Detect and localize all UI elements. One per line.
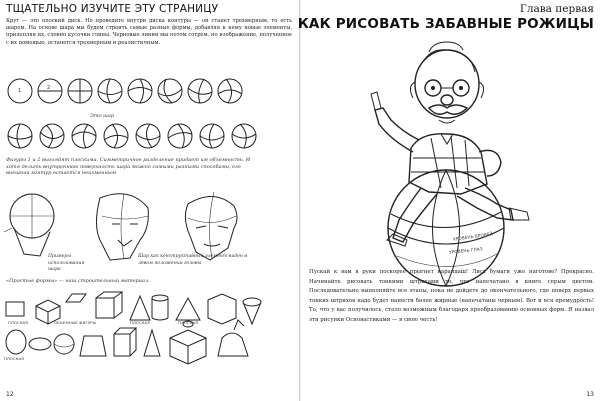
caption-structural: Шар как конструктивный элемент виден в левом положении головы	[138, 254, 248, 266]
chapter-label: Глава первая	[519, 3, 594, 15]
label-flat-4: ПЛОСКАЯ	[4, 356, 24, 361]
left-page-intro-text: Круг — это плоский диск. Но проведите внутри диска контуры — он станет трехмерным, то есть шаром. На основе шара мы будем строить самые разные формы, добавляя к нему новые элементы, прилепляя их, словно кусочки глины. Черновые линии мы потом сотрем, но изображение, полученное с их помощью, останется трехмерным и реалистичным.	[6, 18, 292, 46]
label-volume: ОБЪЕМНЫЕ ФИГУРЫ	[54, 320, 97, 325]
circle-label-1: 1	[18, 88, 22, 94]
chapter-title: КАК РИСОВАТЬ ЗАБАВНЫЕ РОЖИЦЫ	[297, 16, 594, 32]
label-flat-3: ПЛОСКАЯ	[178, 320, 198, 325]
simple-shapes-illustration	[0, 290, 300, 380]
left-page	[0, 0, 299, 401]
left-page-title: ТЩАТЕЛЬНО ИЗУЧИТЕ ЭТУ СТРАНИЦУ	[6, 3, 219, 15]
right-page-body-text: Пускай к вам в руки поскорее прыгнет карандаш! Лист бумаги уже наготове? Прекрасно. Начинайте рисовать тонкими штрихами то, что напечатано в книге серым цветом. Последовательно выполняйте все этапы, пока не дойдете до окончательного, где поверх первых тонких штрихов надо будет нанести более жирные (напечатаны черным). Вот и вся премудрость! То, что у вас получилось, стало возможным благодаря преобразованию основных форм. Я назвал эти рисунки Основастиками — в свою честь!	[309, 269, 594, 323]
caption-sphere: Это шар	[90, 113, 115, 119]
circle-diagrams-row-2	[0, 120, 300, 156]
left-page-number: 12	[6, 391, 14, 398]
caption-planes: Фигуры 1 и 2 выглядят плоскими. Симметричное разделение придает им объемность. И хотя делить внутреннюю поверхность шара можно самыми разными способами, его внешний контур остается неизменным	[6, 157, 251, 177]
circle-diagrams-row-1	[0, 74, 300, 114]
right-page-number: 13	[586, 391, 594, 398]
globe-label-brow: УРОВЕНЬ БРОВЕЙ	[452, 231, 494, 242]
label-flat-2: ПЛОСКАЯ	[130, 320, 150, 325]
circle-label-2: 2	[47, 85, 51, 91]
caption-examples: Примеры использования шара	[48, 254, 85, 273]
right-page	[297, 0, 600, 401]
cartoon-man-on-globe-illustration	[301, 28, 600, 278]
label-flat-1: ПЛОСКАЯ	[8, 320, 28, 325]
caption-shapes: «Простые формы» — наш строительный материал.	[6, 278, 150, 284]
globe-label-eyes: УРОВЕНЬ ГЛАЗ	[448, 246, 483, 255]
